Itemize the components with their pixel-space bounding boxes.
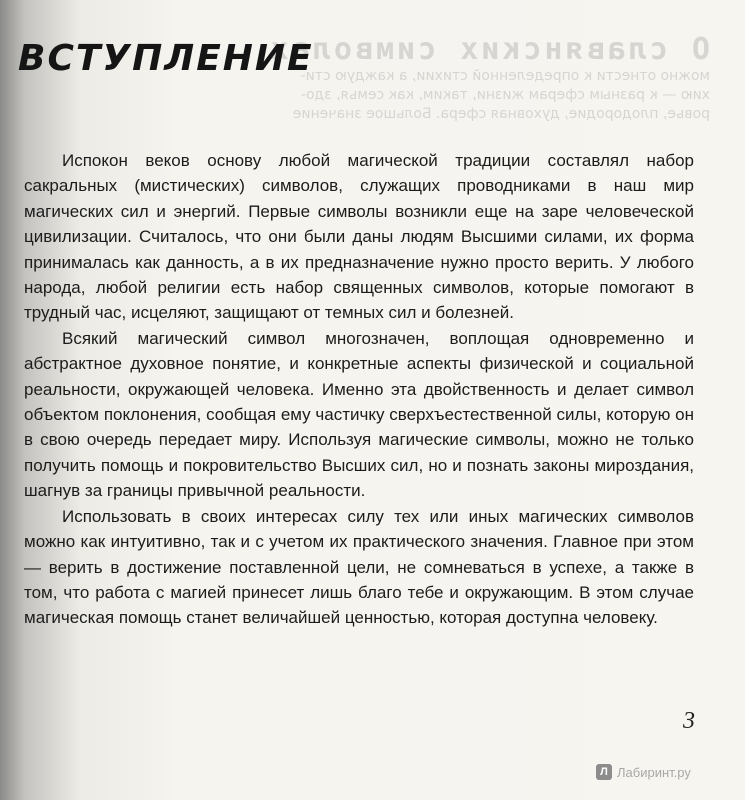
bleed-through-title: О славянских символах: [267, 32, 710, 67]
paragraph: Использовать в своих интересах силу тех или иных магических символов можно как интуитивно, так и с учетом их практического значения. Главное при этом — верить в достижение поставленной цели, не сомневаться в успехе, а также в том, что работа с магией принесет лишь благо тебе и окружающим. В этом случае магическая помощь станет величайшей ценностью, которая доступна человеку.: [24, 506, 694, 628]
bleed-through-line: ровье, плодородие, духовная сфера. Большое значение: [292, 106, 710, 122]
watermark-text: Лабиринт.ру: [617, 764, 691, 780]
bleed-through-line: хию — к разным сферам жизни, таким, как семья, здо-: [300, 87, 710, 103]
watermark: [596, 764, 691, 780]
body-text: [24, 148, 694, 631]
page-title: ВСТУПЛЕНИЕ: [18, 38, 314, 79]
bleed-through-line: можно отнести к определенной стихии, а каждую сти-: [300, 68, 710, 84]
paragraph: Испокон веков основу любой магической традиции составлял набор сакральных (мистических) символов, служащих проводниками в наш мир магических сил и энергий. Первые символы возникли еще на заре человеческой цивилизации. Считалось, что они были даны людям Высшими силами, их форма принималась как данность, а в их предназначение нужно просто верить. У любого народа, любой религии есть набор священных символов, которые помогают в трудный час, исцеляют, защищают от темных сил и болезней.: [24, 151, 694, 323]
page-number: 3: [683, 708, 695, 734]
watermark-logo-icon: Л: [596, 764, 612, 780]
paragraph: Всякий магический символ многозначен, воплощая одновременно и абстрактное духовное понятие, и конкретные аспекты физической и социальной реальности, окружающей человека. Именно эта двойственность и делает символ объектом поклонения, сообщая ему частичку сверхъестественной силы, которую он в свою очередь передает миру. Используя магические символы, можно не только получить помощь и покровительство Высших сил, но и познать законы мироздания, шагнув за границы привычной реальности.: [24, 328, 694, 501]
